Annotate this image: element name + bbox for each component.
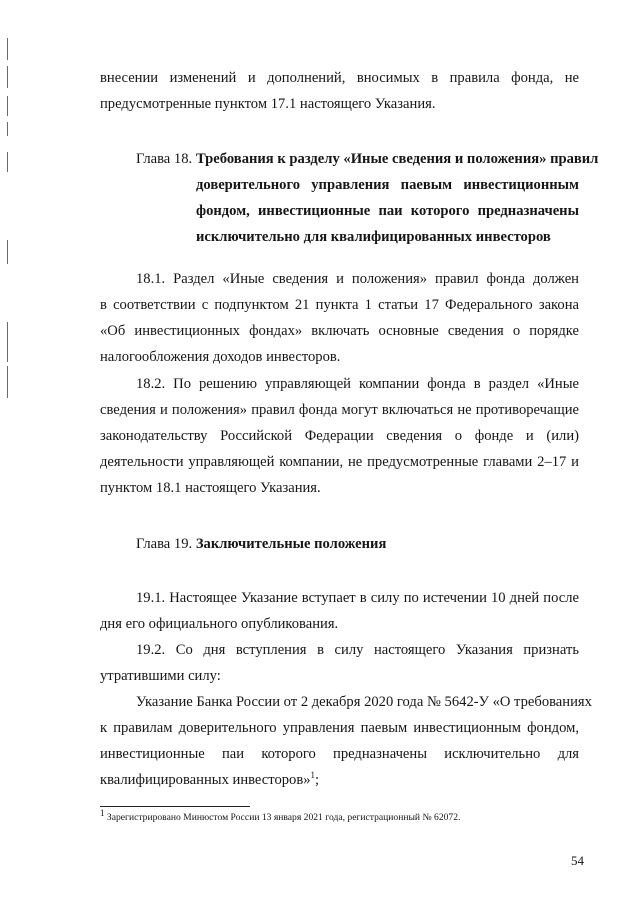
text-line: квалифицированных инвесторов» <box>100 772 311 788</box>
scan-mark <box>7 240 8 264</box>
scan-margin-marks <box>7 0 11 905</box>
paragraph-19-2-item <box>100 689 592 793</box>
text-line: в соответствии с подпунктом 21 пункта 1 статьи 17 Федерального закона <box>100 297 579 313</box>
scan-mark <box>7 38 8 60</box>
scan-mark <box>7 122 8 136</box>
footnote-marker: 1 <box>100 807 105 818</box>
page-number: 54 <box>571 853 584 868</box>
chapter-title-line: исключительно для квалифицированных инвесторов <box>196 229 551 245</box>
scan-mark <box>7 66 8 88</box>
paragraph-18-1 <box>100 266 579 370</box>
scan-mark <box>7 366 8 398</box>
text-line: 19.2. Со дня вступления в силу настоящего Указания признать <box>136 642 579 658</box>
chapter-19-heading <box>136 531 536 557</box>
text-line: 18.1. Раздел «Иные сведения и положения» правил фонда должен <box>136 271 579 287</box>
chapter-number: Глава 19. <box>136 536 193 552</box>
paragraph-18-2 <box>100 371 579 501</box>
intro-paragraph <box>100 65 579 117</box>
paragraph-19-1 <box>100 585 579 637</box>
chapter-title: Заключительные положения <box>195 536 387 552</box>
text-line: 18.2. По решению управляющей компании фонда в раздел «Иные <box>136 376 579 392</box>
footnote-text: Зарегистрировано Минюстом России 13 января 2021 года, регистрационный № 62072. <box>104 812 461 823</box>
text-line: деятельности управляющей компании, не предусмотренные главами 2–17 и <box>100 454 579 470</box>
chapter-number: Глава 18. <box>136 151 193 167</box>
paragraph-19-2 <box>100 637 579 689</box>
scan-mark <box>7 152 8 172</box>
footnote-separator <box>100 806 250 807</box>
text-line: «Об инвестиционных фондах» включать основные сведения о порядке <box>100 323 579 339</box>
text-line: инвестиционные паи которого предназначены исключительно для <box>100 746 579 762</box>
chapter-title-line: фондом, инвестиционные паи которого предназначены <box>196 203 579 219</box>
text-line-last <box>100 767 579 793</box>
scan-mark <box>7 96 8 116</box>
chapter-title-line: Требования к разделу «Иные сведения и положения» правил <box>196 151 599 167</box>
footnote <box>100 807 580 824</box>
text-line: дня его официального опубликования. <box>100 616 339 632</box>
chapter-18-title <box>196 146 599 250</box>
text-line: внесении изменений и дополнений, вносимых в правила фонда, не <box>100 70 579 86</box>
text-line: предусмотренные пунктом 17.1 настоящего Указания. <box>100 96 436 112</box>
text-line: утратившими силу: <box>100 668 221 684</box>
chapter-title-line: доверительного управления паевым инвестиционным <box>196 177 579 193</box>
scan-mark <box>7 322 8 362</box>
text-line: сведения и положения» правил фонда могут включаться не противоречащие <box>100 402 579 418</box>
trailing-punctuation: ; <box>315 772 320 788</box>
text-line: пунктом 18.1 настоящего Указания. <box>100 480 321 496</box>
text-line: к правилам доверительного управления паевым инвестиционным фондом, <box>100 720 579 736</box>
text-line: налогообложения доходов инвесторов. <box>100 349 341 365</box>
text-line: 19.1. Настоящее Указание вступает в силу по истечении 10 дней после <box>136 590 579 606</box>
text-line: Указание Банка России от 2 декабря 2020 года № 5642-У «О требованиях <box>136 694 592 710</box>
footnote-reference[interactable]: 1 <box>310 770 316 781</box>
text-line: законодательству Российской Федерации сведения о фонде и (или) <box>100 428 579 444</box>
